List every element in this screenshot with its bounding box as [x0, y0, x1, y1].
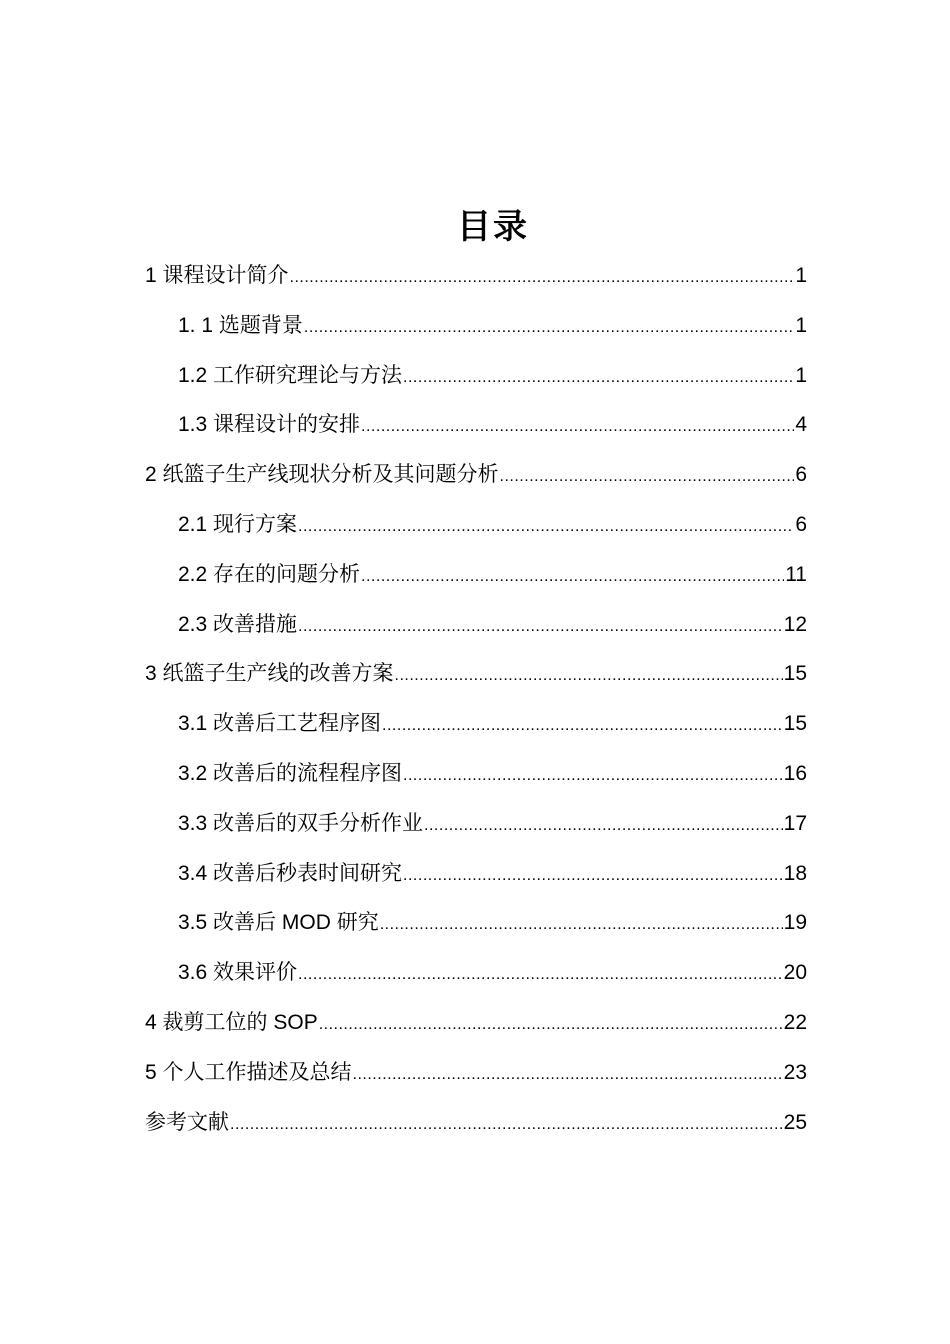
toc-entry-label: 1 课程设计简介 — [145, 264, 289, 287]
toc-entry-label: 3.4 改善后秒表时间研究 — [178, 861, 403, 885]
toc-entry[interactable] — [145, 1098, 807, 1148]
toc-entry-label: 3.3 改善后的双手分析作业 — [178, 811, 424, 835]
toc-entry-label: 2.3 改善措施 — [178, 612, 298, 636]
toc-dot-leader — [304, 303, 794, 353]
toc-entry-label: 3.2 改善后的流程程序图 — [178, 761, 403, 785]
toc-entry-page-number: 23 — [783, 1060, 807, 1084]
toc-dot-leader — [403, 751, 783, 801]
toc-entry-label: 3.5 改善后 MOD 研究 — [178, 911, 379, 935]
toc-entry-page-number: 1 — [795, 363, 807, 387]
toc-entry-page-number: 12 — [783, 612, 807, 636]
toc-dot-leader — [403, 851, 783, 901]
toc-entry-label: 1.2 工作研究理论与方法 — [178, 363, 403, 387]
toc-dot-leader — [298, 602, 783, 652]
toc-dot-leader — [380, 900, 783, 950]
toc-dot-leader — [500, 452, 795, 502]
toc-title: 目录 — [457, 208, 529, 246]
toc-entry[interactable] — [145, 649, 807, 699]
table-of-contents — [145, 251, 807, 1147]
toc-entry-page-number: 4 — [795, 413, 807, 437]
toc-entry[interactable] — [145, 450, 807, 500]
toc-dot-leader — [319, 1000, 783, 1050]
toc-dot-leader — [361, 552, 784, 602]
toc-dot-leader — [361, 402, 794, 452]
toc-entry[interactable] — [145, 948, 807, 998]
toc-dot-leader — [382, 701, 783, 751]
toc-entry[interactable] — [145, 1048, 807, 1098]
toc-dot-leader — [298, 950, 783, 1000]
toc-dot-leader — [290, 253, 795, 303]
toc-entry[interactable] — [145, 251, 807, 301]
toc-entry-page-number: 18 — [783, 861, 807, 885]
toc-entry[interactable] — [145, 550, 807, 600]
toc-entry[interactable] — [145, 898, 807, 948]
toc-entry-page-number: 15 — [783, 712, 807, 736]
toc-entry-label: 3.6 效果评价 — [178, 961, 298, 985]
toc-dot-leader — [353, 1050, 783, 1100]
toc-entry[interactable] — [145, 351, 807, 401]
toc-entry[interactable] — [145, 699, 807, 749]
toc-entry[interactable] — [145, 749, 807, 799]
toc-entry[interactable] — [145, 998, 807, 1048]
toc-dot-leader — [403, 353, 794, 403]
toc-dot-leader — [230, 1100, 783, 1150]
toc-dot-leader — [395, 651, 783, 701]
toc-entry-page-number: 11 — [785, 562, 807, 586]
toc-entry-label: 3 纸篮子生产线的改善方案 — [145, 662, 394, 686]
toc-entry-page-number: 22 — [783, 1010, 807, 1034]
toc-entry-page-number: 25 — [783, 1110, 807, 1134]
toc-entry-page-number: 15 — [783, 662, 807, 686]
toc-dot-leader — [424, 801, 783, 851]
toc-entry[interactable] — [145, 500, 807, 550]
toc-entry-label: 1.3 课程设计的安排 — [178, 413, 361, 437]
toc-entry[interactable] — [145, 849, 807, 899]
toc-entry[interactable] — [145, 600, 807, 650]
toc-entry-page-number: 6 — [795, 463, 807, 487]
toc-entry-label: 2.1 现行方案 — [178, 512, 298, 536]
toc-entry-page-number: 20 — [783, 961, 807, 985]
toc-entry-label: 1. 1 选题背景 — [178, 313, 303, 337]
toc-entry-label: 2 纸篮子生产线现状分析及其问题分析 — [145, 463, 499, 487]
toc-entry-page-number: 16 — [783, 761, 807, 785]
toc-entry-label: 参考文献 — [145, 1110, 229, 1134]
toc-entry-label: 4 裁剪工位的 SOP — [145, 1010, 318, 1034]
toc-entry-label: 2.2 存在的问题分析 — [178, 562, 361, 586]
toc-entry-page-number: 19 — [783, 911, 807, 935]
toc-dot-leader — [298, 502, 794, 552]
toc-entry-page-number: 1 — [795, 264, 807, 287]
toc-entry[interactable] — [145, 301, 807, 351]
toc-entry-page-number: 17 — [783, 811, 807, 835]
toc-entry[interactable] — [145, 400, 807, 450]
toc-entry-label: 5 个人工作描述及总结 — [145, 1060, 352, 1084]
toc-entry-page-number: 6 — [795, 512, 807, 536]
toc-entry-label: 3.1 改善后工艺程序图 — [178, 712, 382, 736]
toc-entry[interactable] — [145, 799, 807, 849]
toc-entry-page-number: 1 — [795, 313, 807, 337]
